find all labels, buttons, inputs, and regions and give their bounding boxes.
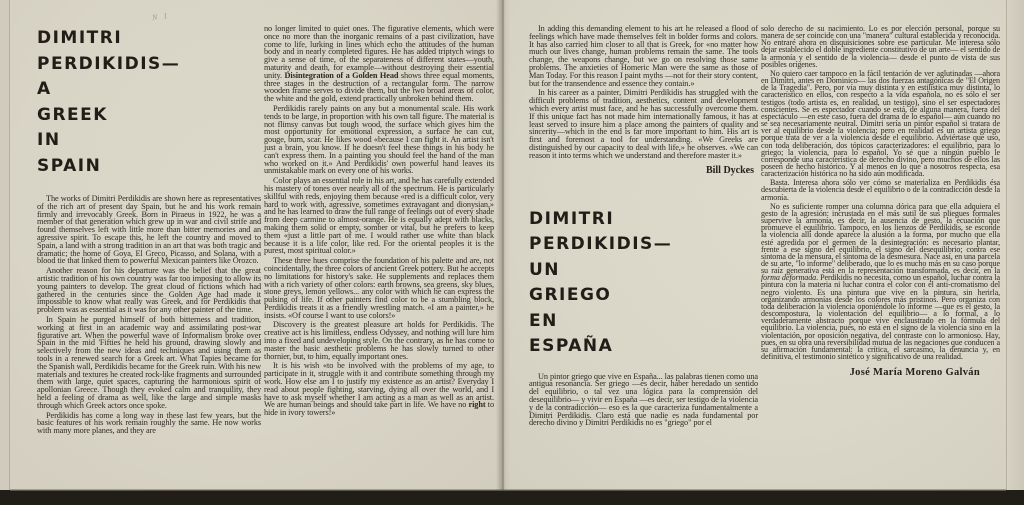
english-text-column-1 [37, 195, 261, 435]
paragraph: Basta. Interesa ahora sólo ver cómo se materializa en Perdikidis ésa descubierta de la violencia desde el equilibrio o de la contradicción desde la armonía. [761, 178, 1000, 202]
english-text-column-3 [529, 25, 758, 160]
paragraph: Another reason for his departure was the belief that the great artistic tradition of his own country was far too imposing to allow its young painters to develop. The great cloud of fictions which had gathered in the centuries since the Golden Age had made it impossible to know what really was Greek, and for Perdikidis that problem was as essential as it was for any other painter of the time. [37, 266, 261, 315]
paragraph: Discovery is the greatest pleasure art holds for Perdikidis. The creative act is his limitless, endless Odyssey, and nothing will lure him into a fixed and undeveloping style. On the contrary, as he has come to master the basic aesthetic problems he has slowly turned to other thornier, but, to him, equally important ones. [264, 320, 494, 361]
paragraph: No quiero caer tampoco en la fácil tentación de ver aglutinadas —ahora en Dimitri, antes en Dominico— las dos fuerzas antagónicas de "El Origen de la Tragedia". Pero, por vía muy distinta y en estilística muy distinta, lo característico en ellos, con respecto a la vida española, no es sólo el ser testigos (todo artista es, en realidad, un testigo), sino el ser espectadores conscientes. Se es espectador cuando se está, de alguna manera, fuera del espectáculo —en este caso, fuera del drama de lo español— aún cuando no se sea necesariamente neutral. Dimitri sería un pintor español si tratara de ver al equilibrio desde la violencia; pero en realidad es un artista griego porque trata de ver a la violencia desde el equilibrio. Adviértase que uso, con toda deliberación, dos tópicos caracterizadores: el equilibrio, para lo griego; la violencia, para lo español. Yo sé que a ningún pueblo le corresponde una característica de derecho divino, pero muchos de ellos las poseen de hecho histórico. Y al menos en lo que a nosotros respecta, esa caracterización histórica no ha sido aún modificada. [761, 68, 1000, 179]
byline-spanish-author: José María Moreno Galván [849, 367, 980, 379]
paragraph: These three hues comprise the foundation of his palette and are, not coincidentally, the three colors of ancient Greek pottery. But he accepts no limitations for history's sake. He supplements and replaces them with a rich variety of other colors: earth browns, sea greens, sky blues, stone greys, lemon yellows... any color with which he can express the pulsing of life. If other painters find color to be a stumbling block, Perdikidis treats it as a friendly wrestling match. «I am a painter,» he insists. «Of course I want to use colors!» [264, 256, 494, 320]
paragraph: No es suficiente romper una columna dórica para que ella adquiera el gesto de la agresión: incrustada en el más sutil de sus pliegues formales supervive la armonía, es decir, la ausencia de gesto, la ecuación que promueve el equilibrio. Tampoco, en los lienzos de Perdikidis, se esconde la violencia allí donde aparece la alusión a la forma, por mucho que ella esté agredida por el germen de la desintegración: es necesario plantar, frente a ese signo del equilibrio, el signo del desequilibrio; contra ese síntoma de la mensura, el síntoma de la desmesura. Nace así, en una parcela de su arte, "lo informe" deliberado, que lo es mucho más en su caso porque su raíz generativa está en la representación transformada, es decir, en la forma deformada. Perdikidis no necesita, como un español, luchar contra la pintura con la materia ni luchar contra el color con el anti-cromatismo del negro violento. Es una pintura que vive en la pintura, sin herirla, organizando armonías desde los colores más pristinos. Pero organiza con toda deliberación la violencia oponiéndole lo informe —que es el gesto, la descompostura, la violentación del equilibrio— a lo formal, a lo verdaderamente abstracto porque vive enclaustrado en la fórmula del equilibrio. La violencia, pues, no está en el signo de la violencia sino en la violentación, por oposición negativa, del contraste con lo armonioso. Hay, pues, en su obra una reversibilidad mutua de las negaciones que conducen a su afirmación fundamental: la crítica, el sarcasmo, la denuncia y, en definitiva, el testimonio sintético y significativo de una realidad. [761, 201, 1000, 362]
title-line: A [37, 79, 52, 99]
left-page-column-2 [264, 25, 494, 419]
paragraph: Perdikidis has come a long way in these last few years, but the basic features of his work remain roughly the same. He now works with many more planes, and they are [37, 410, 261, 436]
title-line: GREEK [37, 104, 108, 125]
paragraph: solo derecho de su nacimiento. Lo es por elección personal, porque su manera de ser coincide con una "manera" cultural establecida y reconocida. No entraré ahora en disquisiciones sobre ese particular. Me interesa sólo dejar establecido el doble ingrediente constitutivo de un arte— el sentido de la armonía y el sentido de la violencia— desde el punto de vista de sus posibles orígenes. [761, 24, 1000, 69]
paragraph: Color plays an essential role in his art, and he has carefully extended his mastery of tones over nearly all of the spectrum. He is particularly skillful with reds, enjoying them because «red is a difficult color, very hard to work with, agressive, sometimes extravagant and dionysian,» and he has learned to draw the full range of feelings out of every shade from deep carmine to almost-orange. He is equally adept with blacks, making them solid or empty, somber or vital, but he prefers to keep them «just a little part of me. I would rather use white than black because it is a life color, like red. For the oriental peoples it is the purest, most spiritual color.» [264, 176, 494, 256]
paragraph: In Spain he purged himself of both bitterness and tradition, working at first in an academic way and assimilating post-war figurative art. When the powerful wave of Informalism broke over Spain in the mid 'Fifties he held his ground, drawing slowly and selectively from the new ideas and techniques and using them as tools in a renewed search for a Greek art. What Tapies became for the Spanish wall, Perdikidis became for the Greek ruin. With his new materials and textures he created rock-like fragments and surrounded them with large, quiet spaces, capturing the harmonious spirit of apollonian Greece. Though they evoked calm and tranquility, they held a feeling of drama as well, like the large and simple masks through which Greek actors once spoke. [37, 314, 261, 410]
paragraph: In his career as a painter, Dimitri Perdikidis has struggled with the difficult problems of tradition, aesthetics, content and development which every artist must face, and he has successfully overcome them. If this unique fact has not made him internationally famous, it has at least served to insure him a place among the painters of quality and sincerity—which in the end is far more important to him. His art is first and foremost a tool for understanding. «We Greeks are distinguished by our capacity to deal with life,» he observes. «We can reason it into terms which we understand and therefore master it.» [529, 88, 758, 160]
byline-english-author: Bill Dyckes [705, 164, 754, 176]
title-line: ESPAÑA [529, 336, 614, 357]
article-title-english [37, 26, 261, 179]
title-line: DIMITRI [529, 208, 615, 229]
right-page-edge [1006, 0, 1024, 490]
pencil-annotation: N 1 [151, 10, 170, 23]
paragraph: Un pintor griego que vive en España... las palabras tienen como una antigua resonancia. Ser griego —es decir, haber heredado un sentido del equilibrio, o tal vez una lógica para la comprensión del desequilibrio— y vivir en España —es decir, ser testigo de la violencia y de la contradicción— eso es la que caracteriza fundamentalmente a Dimitri Perdikidis. Claro está que nadie es nada fundamental por derecho divino y Dimitri Perdikidis no es "griego" por el [529, 371, 758, 428]
title-line: DIMITRI [37, 28, 123, 48]
right-page-column-2 [761, 25, 1000, 378]
right-page [503, 0, 1006, 490]
title-line: UN [529, 259, 561, 280]
title-line: PERDIKIDIS— [529, 234, 673, 255]
left-page-edge [0, 0, 10, 490]
english-text-column-2 [264, 25, 494, 417]
paragraph: no longer limited to quiet ones. The figurative elements, which were once no more than the inorganic remains of a past civilization, have come to life, lurking in lines which echo the attitudes of the human body and in nearly completed figures. He has added triptych wings to give a sense of time, of the separateness of different states—youth, maturity and death, for example—without destroying their essential unity. Disintegration of a Golden Head shows three equal moments, three stages in the destruction of a rectangular form. The narrow wooden frame serves to divide them, but the two broad areas of color, the white and the gold, extend practically unbroken behind them. [264, 24, 494, 104]
paragraph: Perdikidis rarely paints on any but a monumental scale. His work tends to be large, in proportion with his own tall figure. The material is not flimsy canvas but tough wood, the surface which gives him the most opportunity for emotional expression, a surface he can cut, gouge, burn, scar. He likes wood «because I can fight it. An artist isn't just a brain, you know. If he doesn't feel these things in his body he can't express them. In a painting you should feel the hand of the man who worked on it.» And Perdikidis' own powerful hand leaves its unmistakable mark on every one of his works. [264, 103, 494, 176]
spanish-text-column-2 [761, 25, 1000, 360]
paragraph: The works of Dimitri Perdikidis are shown here as representatives of the rich art of present day Spain, but he and his work remain firmly and irrevocably Greek. Born in Piraeus in 1922, he was a member of that generation which grew up in war and civil strife and found themselves left with little more than bitter memories and an agressive spirit. To escape this, he left the country and moved to Spain, a land with a strong tradition in an art that was both tragic and dramatic; the home of Goya, El Greco, Picasso, and Solana, with a blood tie that linked them to powerful Mexican painters like Orozco. [37, 194, 261, 266]
right-page-column-1 [529, 25, 758, 429]
spanish-text-column-1 [529, 373, 758, 428]
title-line: GRIEGO [529, 285, 612, 306]
article-title-spanish [529, 207, 758, 360]
title-line: IN [37, 130, 61, 150]
paragraph: It is his wish «to be involved with the problems of my age, to participate in it, struggle with it and contribute something through my work. How else am I to justify my existence as an artist? Everyday I read about people fighting, starving, dying all over the world, and I have to ask myself whether I am acting as a man as well as an artist. We are human beings and should take part in life. We have no right to hide in ivory towers!» [264, 361, 495, 418]
left-page-column-1 [37, 26, 261, 437]
left-page [10, 0, 503, 490]
title-line: EN [529, 310, 558, 331]
title-line: SPAIN [37, 155, 102, 176]
title-line: PERDIKIDIS— [37, 53, 181, 74]
paragraph: In adding this demanding element to his art he released a flood of feelings which have made themselves felt in bolder forms and colors. It has also carried him closer to all that is Greek, for «no matter how much our lives change, human problems remain the same. The tools change, the weapons change, but we go on resolving those same problems. The anxieties of Homeric Man were the same as those of Man Today. For this reason I paint myths —not for their story content, but for the transendence and essence they contain.» [529, 24, 758, 88]
book-gutter-fold [496, 0, 510, 490]
